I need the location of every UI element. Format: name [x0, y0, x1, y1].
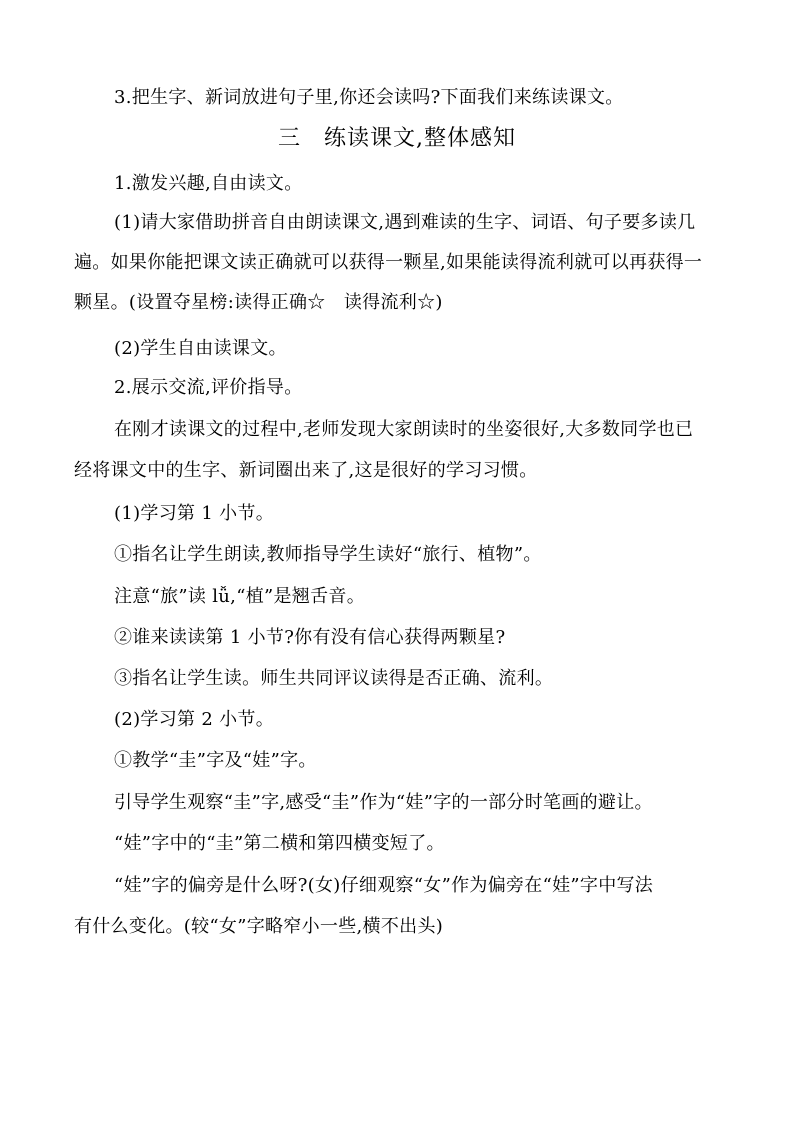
paragraph-line: 2.展示交流,评价指导。 — [114, 377, 303, 398]
section-heading: 三 练读课文,整体感知 — [278, 126, 516, 151]
paragraph-line: (2)学习第 2 小节。 — [114, 709, 274, 730]
paragraph-line: ①教学“圭”字及“娃”字。 — [114, 750, 317, 771]
paragraph-line: “娃”字的偏旁是什么呀?(女)仔细观察“女”作为偏旁在“娃”字中写法 — [114, 875, 654, 896]
paragraph-line: 颗星。(设置夺星榜:读得正确☆ 读得流利☆) — [74, 292, 443, 313]
paragraph-line: 1.激发兴趣,自由读文。 — [114, 173, 303, 194]
paragraph-line: 经将课文中的生字、新词圈出来了,这是很好的学习习惯。 — [74, 460, 538, 481]
paragraph-line: 在刚才读课文的过程中,老师发现大家朗读时的坐姿很好,大多数同学也已 — [114, 419, 694, 440]
paragraph-line: ②谁来读读第 1 小节?你有没有信心获得两颗星? — [114, 627, 506, 648]
paragraph-line: (2)学生自由读课文。 — [114, 338, 287, 359]
paragraph-line: (1)请大家借助拼音自由朗读课文,遇到难读的生字、词语、句子要多读几 — [114, 212, 696, 233]
paragraph-line: 注意“旅”读 lǚ,“植”是翘舌音。 — [114, 586, 366, 607]
paragraph-line: “娃”字中的“圭”第二横和第四横变短了。 — [114, 833, 445, 854]
paragraph-line: 3.把生字、新词放进句子里,你还会读吗?下面我们来练读课文。 — [114, 87, 624, 108]
paragraph-line: 遍。如果你能把课文读正确就可以获得一颗星,如果能读得流利就可以再获得一 — [74, 252, 703, 273]
paragraph-line: ①指名让学生朗读,教师指导学生读好“旅行、植物”。 — [114, 544, 542, 565]
paragraph-line: ③指名让学生读。师生共同评议读得是否正确、流利。 — [114, 668, 554, 689]
paragraph-line: 引导学生观察“圭”字,感受“圭”作为“娃”字的一部分时笔画的避让。 — [114, 792, 653, 813]
paragraph-line: (1)学习第 1 小节。 — [114, 503, 274, 524]
paragraph-line: 有什么变化。(较“女”字略窄小一些,横不出头) — [74, 916, 444, 937]
